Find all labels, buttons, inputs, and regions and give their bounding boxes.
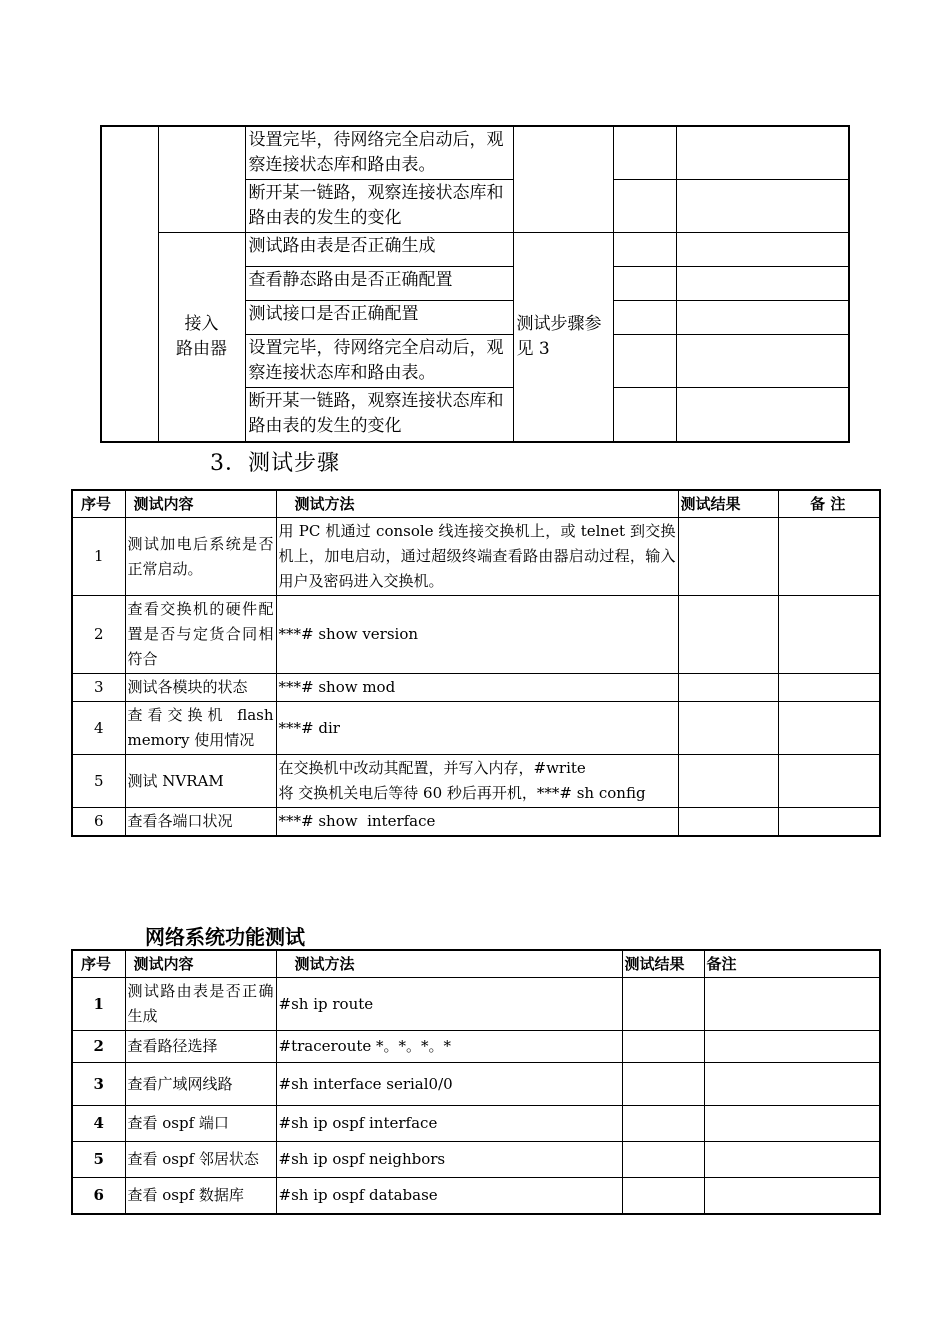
remark-cell: [778, 755, 880, 808]
remark-cell: [704, 1178, 880, 1214]
result-cell: [622, 1178, 704, 1214]
result-cell: [678, 674, 778, 702]
row-content: 查看交换机 flash memory 使用情况: [125, 702, 276, 755]
header-result: 测试结果: [622, 950, 704, 978]
remark-cell: [704, 1031, 880, 1063]
row-content: 测试各模块的状态: [125, 674, 276, 702]
row-method: ***# dir: [276, 702, 678, 755]
test-table-continued: [100, 125, 850, 443]
header-remark: 备 注: [778, 490, 880, 518]
result-cell: [622, 1106, 704, 1142]
row-method: #sh interface serial0/0: [276, 1063, 622, 1106]
result-cell: [678, 808, 778, 837]
row-method: #traceroute *。*。*。*: [276, 1031, 622, 1063]
row-content: 查看交换机的硬件配置是否与定货合同相符合: [125, 596, 276, 674]
header-method: 测试方法: [276, 490, 678, 518]
row-method: 用 PC 机通过 console 线连接交换机上，或 telnet 到交换机上，加电启动，通过超级终端查看路由器启动过程，输入用户及密码进入交换机。: [276, 518, 678, 596]
test-item: 断开某一链路，观察连接状态库和路由表的发生的变化: [245, 180, 513, 233]
row-method: #sh ip ospf interface: [276, 1106, 622, 1142]
row-number: 6: [72, 1178, 125, 1214]
header-no: 序号: [72, 950, 125, 978]
row-content: 查看各端口状况: [125, 808, 276, 837]
test-item: 查看静态路由是否正确配置: [245, 267, 513, 301]
result-cell: [678, 755, 778, 808]
header-no: 序号: [72, 490, 125, 518]
blank-cell: [513, 126, 613, 233]
remark-cell: [676, 388, 849, 442]
test-steps-table: [71, 489, 881, 837]
step-reference: 测试步骤参见 3: [513, 233, 613, 442]
row-method: #sh ip ospf database: [276, 1178, 622, 1214]
header-method: 测试方法: [276, 950, 622, 978]
result-cell: [678, 518, 778, 596]
result-cell: [613, 180, 676, 233]
row-number: 2: [72, 596, 125, 674]
remark-cell: [704, 1063, 880, 1106]
blank-cell: [158, 126, 245, 233]
remark-cell: [676, 233, 849, 267]
row-number: 4: [72, 1106, 125, 1142]
row-number: 5: [72, 755, 125, 808]
test-item: 断开某一链路，观察连接状态库和路由表的发生的变化: [245, 388, 513, 442]
header-content: 测试内容: [125, 490, 276, 518]
row-method: #sh ip ospf neighbors: [276, 1142, 622, 1178]
remark-cell: [704, 978, 880, 1031]
method-line: 将 交换机关电后等待 60 秒后再开机，***# sh config: [278, 784, 646, 802]
row-content: 测试加电后系统是否正常启动。: [125, 518, 276, 596]
remark-cell: [778, 702, 880, 755]
header-remark: 备注: [704, 950, 880, 978]
result-cell: [613, 233, 676, 267]
row-number: 4: [72, 702, 125, 755]
result-cell: [613, 388, 676, 442]
section-title: 网络系统功能测试: [145, 925, 305, 949]
row-number: 6: [72, 808, 125, 837]
row-content: 查看路径选择: [125, 1031, 276, 1063]
remark-cell: [778, 596, 880, 674]
row-content: 查看 ospf 端口: [125, 1106, 276, 1142]
remark-cell: [778, 808, 880, 837]
row-number: 3: [72, 1063, 125, 1106]
row-content: 测试 NVRAM: [125, 755, 276, 808]
header-result: 测试结果: [678, 490, 778, 518]
remark-cell: [778, 518, 880, 596]
row-method: #sh ip route: [276, 978, 622, 1031]
result-cell: [678, 702, 778, 755]
remark-cell: [676, 126, 849, 180]
result-cell: [613, 126, 676, 180]
row-method: [276, 755, 678, 808]
row-number: 3: [72, 674, 125, 702]
result-cell: [622, 1142, 704, 1178]
result-cell: [622, 1063, 704, 1106]
row-content: 查看广域网线路: [125, 1063, 276, 1106]
row-number: 1: [72, 518, 125, 596]
remark-cell: [676, 180, 849, 233]
row-number: 2: [72, 1031, 125, 1063]
result-cell: [622, 978, 704, 1031]
test-item: 设置完毕，待网络完全启动后，观察连接状态库和路由表。: [245, 335, 513, 388]
network-function-table: [71, 949, 881, 1215]
blank-cell: [101, 126, 158, 442]
remark-cell: [704, 1106, 880, 1142]
header-content: 测试内容: [125, 950, 276, 978]
remark-cell: [676, 301, 849, 335]
result-cell: [613, 301, 676, 335]
remark-cell: [778, 674, 880, 702]
row-method: ***# show interface: [276, 808, 678, 837]
remark-cell: [676, 267, 849, 301]
row-method: ***# show mod: [276, 674, 678, 702]
result-cell: [613, 335, 676, 388]
test-item: 设置完毕，待网络完全启动后，观察连接状态库和路由表。: [245, 126, 513, 180]
row-content: 查看 ospf 数据库: [125, 1178, 276, 1214]
row-method: ***# show version: [276, 596, 678, 674]
row-number: 1: [72, 978, 125, 1031]
test-item: 测试路由表是否正确生成: [245, 233, 513, 267]
steps-heading: 3．测试步骤: [210, 451, 340, 476]
method-line: 在交换机中改动其配置，并写入内存，#write: [278, 759, 586, 777]
router-label: 接入 路由器: [158, 233, 245, 442]
test-item: 测试接口是否正确配置: [245, 301, 513, 335]
result-cell: [622, 1031, 704, 1063]
remark-cell: [676, 335, 849, 388]
row-content: 查看 ospf 邻居状态: [125, 1142, 276, 1178]
result-cell: [613, 267, 676, 301]
row-number: 5: [72, 1142, 125, 1178]
row-content: 测试路由表是否正确生成: [125, 978, 276, 1031]
result-cell: [678, 596, 778, 674]
remark-cell: [704, 1142, 880, 1178]
